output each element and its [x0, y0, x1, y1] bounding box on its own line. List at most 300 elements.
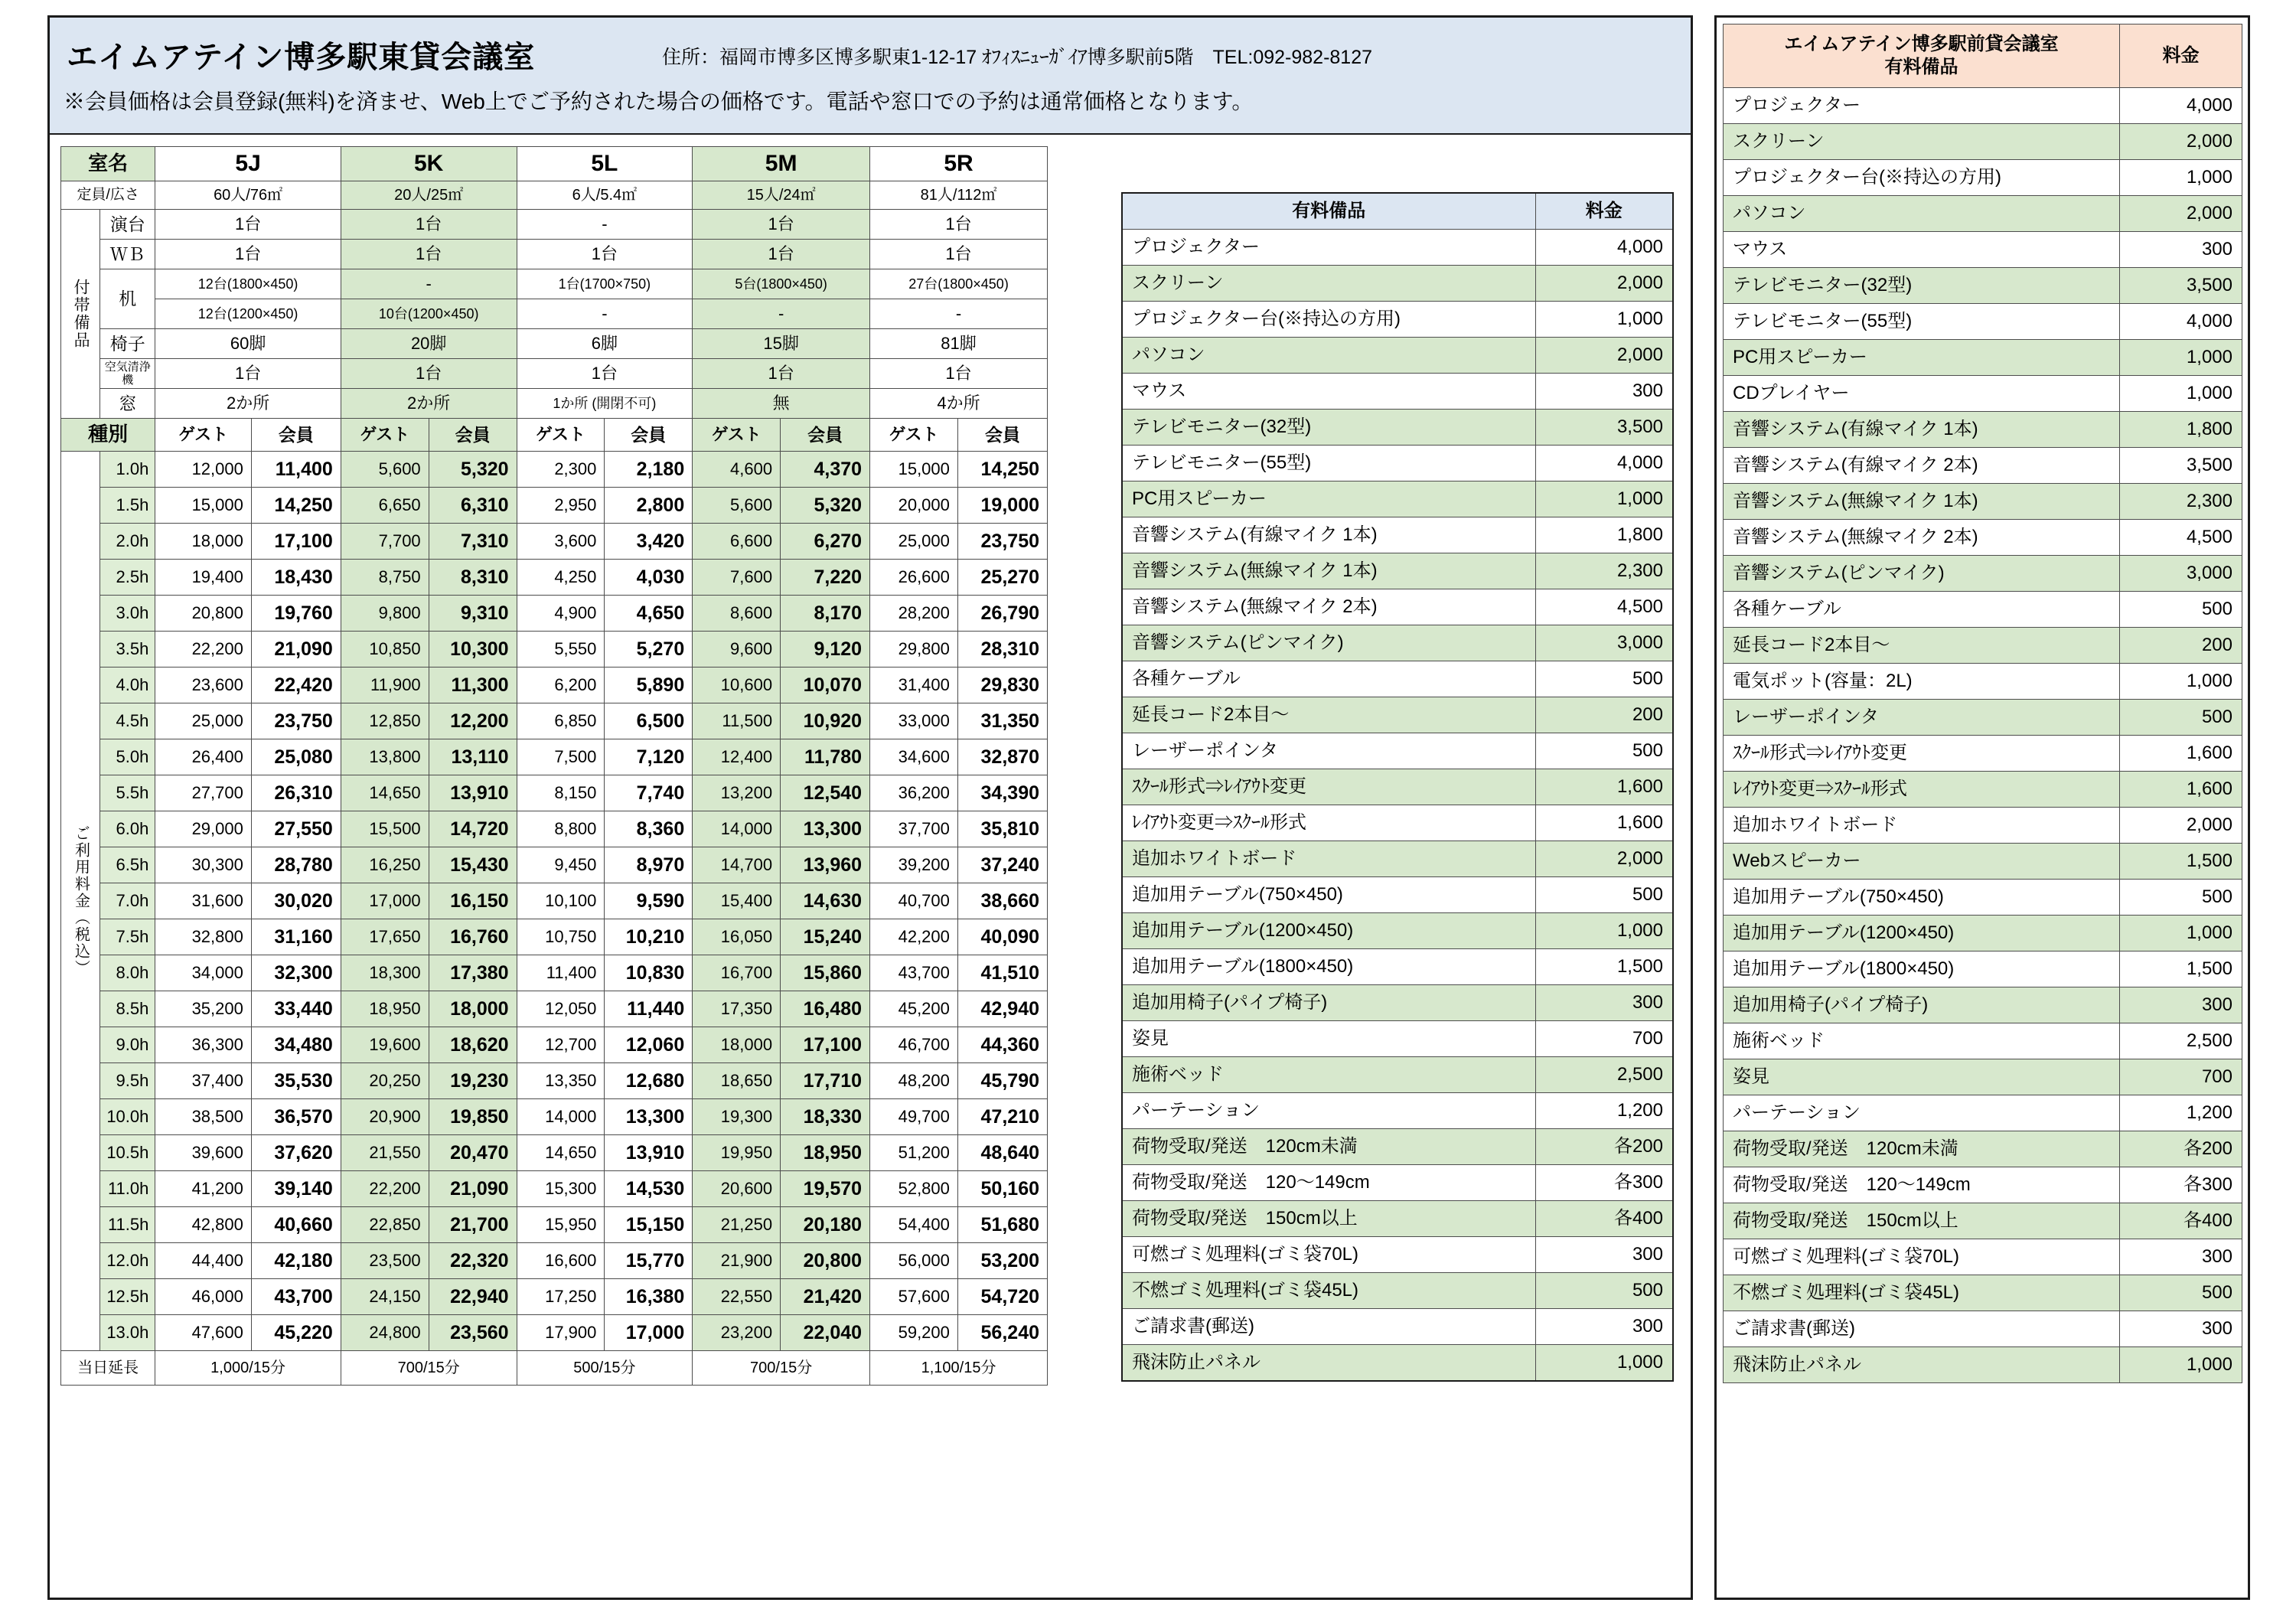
price-row-1.5h — [61, 488, 1048, 524]
member-price-5M-12.0h: 20,800 — [781, 1243, 870, 1279]
side-equipment-row — [1724, 232, 2242, 268]
guest-price-5L-13.0h: 17,900 — [517, 1315, 605, 1351]
equipment-price: 2,000 — [1535, 841, 1673, 877]
side-equipment-name: ｽｸｰﾙ形式⇒ﾚｲｱｳﾄ変更 — [1724, 736, 2120, 772]
member-price-5R-9.5h: 45,790 — [957, 1063, 1047, 1099]
side-equipment-price: 4,500 — [2120, 520, 2242, 556]
equipment-row — [1122, 302, 1673, 338]
equipment-price: 2,500 — [1535, 1057, 1673, 1093]
equipment-price: 500 — [1535, 877, 1673, 913]
capacity-5J: 60人/76㎡ — [155, 181, 341, 210]
side-equipment-price: 4,000 — [2120, 88, 2242, 124]
guest-price-5J-5.5h: 27,700 — [155, 775, 251, 811]
equipment-name: スクリーン — [1122, 266, 1535, 302]
guest-price-5L-7.5h: 10,750 — [517, 919, 605, 955]
side-equipment-price: 4,000 — [2120, 304, 2242, 340]
equipment-name: 飛沫防止パネル — [1122, 1345, 1535, 1382]
guest-price-5K-7.5h: 17,650 — [341, 919, 429, 955]
equip-1-5M: 1台 — [693, 240, 870, 269]
side-equipment-price: 3,500 — [2120, 268, 2242, 304]
member-price-5K-7.5h: 16,760 — [429, 919, 517, 955]
equipment-price: 300 — [1535, 374, 1673, 410]
side-equipment-name: 音響システム(有線マイク 1本) — [1724, 412, 2120, 448]
side-equipment-price: 300 — [2120, 1311, 2242, 1347]
guest-price-5R-7.0h: 40,700 — [870, 883, 958, 919]
equip-row-2 — [61, 269, 1048, 299]
guest-price-5K-11.0h: 22,200 — [341, 1171, 429, 1207]
member-price-5R-12.0h: 53,200 — [957, 1243, 1047, 1279]
hour-label-1.5h: 1.5h — [100, 488, 155, 524]
capacity-row — [61, 181, 1048, 210]
member-price-5R-8.5h: 42,940 — [957, 991, 1047, 1027]
equipment-name: テレビモニター(55型) — [1122, 446, 1535, 481]
equip-row-4 — [61, 329, 1048, 359]
member-price-5R-4.5h: 31,350 — [957, 703, 1047, 739]
equipment-name: 追加ホワイトボード — [1122, 841, 1535, 877]
member-price-5J-4.5h: 23,750 — [251, 703, 341, 739]
member-price-5J-12.5h: 43,700 — [251, 1279, 341, 1315]
extension-5J: 1,000/15分 — [155, 1351, 341, 1386]
equip-4-5M: 15脚 — [693, 329, 870, 359]
member-price-5R-13.0h: 56,240 — [957, 1315, 1047, 1351]
member-price-5J-8.0h: 32,300 — [251, 955, 341, 991]
equipment-row — [1122, 338, 1673, 374]
side-equipment-name: スクリーン — [1724, 124, 2120, 160]
member-price-5L-11.0h: 14,530 — [605, 1171, 693, 1207]
equipment-name: テレビモニター(32型) — [1122, 410, 1535, 446]
guest-price-5M-8.5h: 17,350 — [693, 991, 781, 1027]
side-equipment-row — [1724, 304, 2242, 340]
side-equipment-row — [1724, 412, 2242, 448]
hour-label-2.5h: 2.5h — [100, 560, 155, 596]
guest-price-5M-11.0h: 20,600 — [693, 1171, 781, 1207]
member-price-5K-6.5h: 15,430 — [429, 847, 517, 883]
hour-label-13.0h: 13.0h — [100, 1315, 155, 1351]
member-price-5L-3.0h: 4,650 — [605, 596, 693, 632]
price-row-11.0h — [61, 1171, 1048, 1207]
hour-label-5.5h: 5.5h — [100, 775, 155, 811]
equipment-row — [1122, 625, 1673, 661]
equipment-name: 姿見 — [1122, 1021, 1535, 1057]
equip-5-5K: 1台 — [341, 359, 517, 389]
member-price-5J-11.5h: 40,660 — [251, 1207, 341, 1243]
hour-label-8.5h: 8.5h — [100, 991, 155, 1027]
member-price-5K-11.0h: 21,090 — [429, 1171, 517, 1207]
equipment-row — [1122, 1093, 1673, 1129]
equipment-row — [1122, 410, 1673, 446]
guest-price-5R-5.5h: 36,200 — [870, 775, 958, 811]
guest-price-5R-10.5h: 51,200 — [870, 1135, 958, 1171]
equipment-name: 音響システム(ピンマイク) — [1122, 625, 1535, 661]
equipment-name: 荷物受取/発送 150cm以上 — [1122, 1201, 1535, 1237]
side-equipment-row — [1724, 1275, 2242, 1311]
side-equipment-row — [1724, 592, 2242, 628]
equipment-col-name: 有料備品 — [1122, 193, 1535, 230]
equip-1-5L: 1台 — [517, 240, 693, 269]
guest-price-5J-11.5h: 42,800 — [155, 1207, 251, 1243]
side-equipment-row — [1724, 1095, 2242, 1131]
member-price-5K-3.5h: 10,300 — [429, 632, 517, 668]
hour-label-12.0h: 12.0h — [100, 1243, 155, 1279]
guest-price-5K-11.5h: 22,850 — [341, 1207, 429, 1243]
guest-price-5R-12.5h: 57,600 — [870, 1279, 958, 1315]
member-price-5R-9.0h: 44,360 — [957, 1027, 1047, 1063]
member-price-5L-1.0h: 2,180 — [605, 452, 693, 488]
equip-0-5R: 1台 — [870, 210, 1048, 240]
side-equipment-row — [1724, 196, 2242, 232]
equipment-row — [1122, 553, 1673, 589]
guest-price-5J-7.0h: 31,600 — [155, 883, 251, 919]
side-equipment-name: Webスピーカー — [1724, 844, 2120, 880]
guest-price-5K-1.5h: 6,650 — [341, 488, 429, 524]
guest-price-5K-8.0h: 18,300 — [341, 955, 429, 991]
member-price-5J-12.0h: 42,180 — [251, 1243, 341, 1279]
member-price-5K-2.5h: 8,310 — [429, 560, 517, 596]
equipment-price: 200 — [1535, 697, 1673, 733]
side-equipment-row — [1724, 628, 2242, 664]
col-guest-5K: ゲスト — [341, 419, 429, 452]
guest-price-5K-2.5h: 8,750 — [341, 560, 429, 596]
guest-price-5J-10.0h: 38,500 — [155, 1099, 251, 1135]
equipment-header-row — [1122, 193, 1673, 230]
capacity-5K: 20人/25㎡ — [341, 181, 517, 210]
side-equipment-price: 1,500 — [2120, 844, 2242, 880]
member-price-5K-1.5h: 6,310 — [429, 488, 517, 524]
side-equipment-row — [1724, 484, 2242, 520]
guest-price-5M-7.0h: 15,400 — [693, 883, 781, 919]
member-price-5M-2.0h: 6,270 — [781, 524, 870, 560]
side-equipment-name: 荷物受取/発送 120cm未満 — [1724, 1131, 2120, 1167]
side-equipment-name: 追加用テーブル(1200×450) — [1724, 916, 2120, 951]
member-price-5K-10.0h: 19,850 — [429, 1099, 517, 1135]
equipment-price: 4,000 — [1535, 446, 1673, 481]
equipment-name: ｽｸｰﾙ形式⇒ﾚｲｱｳﾄ変更 — [1122, 769, 1535, 805]
price-row-11.5h — [61, 1207, 1048, 1243]
equip-5-5L: 1台 — [517, 359, 693, 389]
hour-label-12.5h: 12.5h — [100, 1279, 155, 1315]
price-row-1.0h — [61, 452, 1048, 488]
guest-price-5J-2.5h: 19,400 — [155, 560, 251, 596]
member-price-5J-10.5h: 37,620 — [251, 1135, 341, 1171]
guest-price-5K-1.0h: 5,600 — [341, 452, 429, 488]
member-price-5M-5.0h: 11,780 — [781, 739, 870, 775]
col-member-5J: 会員 — [251, 419, 341, 452]
member-price-5K-8.5h: 18,000 — [429, 991, 517, 1027]
price-row-3.5h — [61, 632, 1048, 668]
side-equipment-price: 各400 — [2120, 1203, 2242, 1239]
member-price-5K-4.5h: 12,200 — [429, 703, 517, 739]
guest-price-5K-5.5h: 14,650 — [341, 775, 429, 811]
member-price-5R-12.5h: 54,720 — [957, 1279, 1047, 1315]
member-price-5L-1.5h: 2,800 — [605, 488, 693, 524]
member-price-5J-10.0h: 36,570 — [251, 1099, 341, 1135]
guest-price-5L-12.5h: 17,250 — [517, 1279, 605, 1315]
side-equipment-name: プロジェクター台(※持込の方用) — [1724, 160, 2120, 196]
member-price-5M-11.5h: 20,180 — [781, 1207, 870, 1243]
guest-price-5R-3.0h: 28,200 — [870, 596, 958, 632]
member-price-5L-12.0h: 15,770 — [605, 1243, 693, 1279]
side-equipment-price: 1,500 — [2120, 951, 2242, 987]
guest-price-5R-1.0h: 15,000 — [870, 452, 958, 488]
side-equipment-price: 1,000 — [2120, 1347, 2242, 1383]
member-price-5J-4.0h: 22,420 — [251, 668, 341, 703]
equip-5-5M: 1台 — [693, 359, 870, 389]
guest-price-5L-1.0h: 2,300 — [517, 452, 605, 488]
equipment-row — [1122, 446, 1673, 481]
col-member-5R: 会員 — [957, 419, 1047, 452]
member-price-5K-9.0h: 18,620 — [429, 1027, 517, 1063]
side-panel-title — [1724, 24, 2120, 88]
hour-label-10.0h: 10.0h — [100, 1099, 155, 1135]
equipment-row — [1122, 1237, 1673, 1273]
equipment-name: 不燃ゴミ処理料(ゴミ袋45L) — [1122, 1273, 1535, 1309]
equipment-row — [1122, 949, 1673, 985]
member-price-5M-4.5h: 10,920 — [781, 703, 870, 739]
side-equipment-row — [1724, 987, 2242, 1023]
equipment-name: ﾚｲｱｳﾄ変更⇒ｽｸｰﾙ形式 — [1122, 805, 1535, 841]
guest-price-5M-4.0h: 10,600 — [693, 668, 781, 703]
member-price-5J-13.0h: 45,220 — [251, 1315, 341, 1351]
member-price-5K-10.5h: 20,470 — [429, 1135, 517, 1171]
equip-row-5 — [61, 359, 1048, 389]
guest-price-5J-9.0h: 36,300 — [155, 1027, 251, 1063]
equipment-price: 300 — [1535, 1237, 1673, 1273]
side-equipment-name: 追加用テーブル(1800×450) — [1724, 951, 2120, 987]
guest-price-5K-7.0h: 17,000 — [341, 883, 429, 919]
member-price-5R-3.0h: 26,790 — [957, 596, 1047, 632]
room-name-row — [61, 147, 1048, 181]
guest-price-5J-9.5h: 37,400 — [155, 1063, 251, 1099]
price-row-2.5h — [61, 560, 1048, 596]
member-price-5M-5.5h: 12,540 — [781, 775, 870, 811]
member-price-5J-2.5h: 18,430 — [251, 560, 341, 596]
member-price-5R-6.5h: 37,240 — [957, 847, 1047, 883]
side-equipment-price: 3,000 — [2120, 556, 2242, 592]
side-equipment-name: 不燃ゴミ処理料(ゴミ袋45L) — [1724, 1275, 2120, 1311]
equipment-price: 3,000 — [1535, 625, 1673, 661]
guest-price-5M-10.5h: 19,950 — [693, 1135, 781, 1171]
member-price-5K-5.5h: 13,910 — [429, 775, 517, 811]
equipment-price: 1,800 — [1535, 517, 1673, 553]
room-name-5M: 5M — [693, 147, 870, 181]
member-price-5L-2.0h: 3,420 — [605, 524, 693, 560]
member-price-5M-3.5h: 9,120 — [781, 632, 870, 668]
guest-price-5R-9.5h: 48,200 — [870, 1063, 958, 1099]
side-equipment-name: 音響システム(有線マイク 2本) — [1724, 448, 2120, 484]
equipment-name: 可燃ゴミ処理料(ゴミ袋70L) — [1122, 1237, 1535, 1273]
price-row-12.0h — [61, 1243, 1048, 1279]
member-price-5L-10.0h: 13,300 — [605, 1099, 693, 1135]
side-equipment-row — [1724, 808, 2242, 844]
guest-price-5M-11.5h: 21,250 — [693, 1207, 781, 1243]
member-price-5R-4.0h: 29,830 — [957, 668, 1047, 703]
guest-price-5R-10.0h: 49,700 — [870, 1099, 958, 1135]
side-equipment-price: 1,200 — [2120, 1095, 2242, 1131]
hour-label-4.0h: 4.0h — [100, 668, 155, 703]
equipment-row — [1122, 805, 1673, 841]
guest-price-5R-12.0h: 56,000 — [870, 1243, 958, 1279]
equip-name-机: 机 — [100, 269, 155, 329]
guest-price-5K-9.5h: 20,250 — [341, 1063, 429, 1099]
guest-price-5L-11.5h: 15,950 — [517, 1207, 605, 1243]
guest-price-5K-10.0h: 20,900 — [341, 1099, 429, 1135]
main-panel — [47, 15, 1693, 1600]
member-price-5M-7.0h: 14,630 — [781, 883, 870, 919]
guest-price-5L-5.5h: 8,150 — [517, 775, 605, 811]
room-name-label: 室名 — [61, 147, 155, 181]
guest-price-5M-5.0h: 12,400 — [693, 739, 781, 775]
side-equipment-row — [1724, 268, 2242, 304]
side-equipment-row — [1724, 844, 2242, 880]
equipment-row — [1122, 985, 1673, 1021]
side-equipment-row — [1724, 736, 2242, 772]
member-price-5K-1.0h: 5,320 — [429, 452, 517, 488]
side-equipment-price: 2,000 — [2120, 808, 2242, 844]
price-row-7.5h — [61, 919, 1048, 955]
member-price-5M-3.0h: 8,170 — [781, 596, 870, 632]
side-equipment-name: ﾚｲｱｳﾄ変更⇒ｽｸｰﾙ形式 — [1724, 772, 2120, 808]
side-equipment-price: 500 — [2120, 700, 2242, 736]
guest-price-5J-4.5h: 25,000 — [155, 703, 251, 739]
member-price-5M-2.5h: 7,220 — [781, 560, 870, 596]
equip-4-5J: 60脚 — [155, 329, 341, 359]
equipment-price: 1,000 — [1535, 302, 1673, 338]
member-price-5J-2.0h: 17,100 — [251, 524, 341, 560]
guest-price-5L-5.0h: 7,500 — [517, 739, 605, 775]
guest-price-5R-4.0h: 31,400 — [870, 668, 958, 703]
member-price-5L-8.0h: 10,830 — [605, 955, 693, 991]
member-price-5R-7.0h: 38,660 — [957, 883, 1047, 919]
side-equipment-name: 追加ホワイトボード — [1724, 808, 2120, 844]
extension-5R: 1,100/15分 — [870, 1351, 1048, 1386]
side-equipment-name: 荷物受取/発送 120～149cm — [1724, 1167, 2120, 1203]
equipment-row — [1122, 733, 1673, 769]
member-price-5M-1.0h: 4,370 — [781, 452, 870, 488]
side-equipment-price: 2,000 — [2120, 124, 2242, 160]
equip-1-5R: 1台 — [870, 240, 1048, 269]
member-price-5L-7.0h: 9,590 — [605, 883, 693, 919]
hour-label-6.5h: 6.5h — [100, 847, 155, 883]
capacity-5R: 81人/112㎡ — [870, 181, 1048, 210]
price-row-10.0h — [61, 1099, 1048, 1135]
member-price-5M-6.5h: 13,960 — [781, 847, 870, 883]
guest-price-5R-3.5h: 29,800 — [870, 632, 958, 668]
price-row-10.5h — [61, 1135, 1048, 1171]
member-price-5K-4.0h: 11,300 — [429, 668, 517, 703]
guest-price-5J-10.5h: 39,600 — [155, 1135, 251, 1171]
side-equipment-price: 1,600 — [2120, 772, 2242, 808]
equipment-row — [1122, 697, 1673, 733]
price-row-9.0h — [61, 1027, 1048, 1063]
guest-price-5M-3.0h: 8,600 — [693, 596, 781, 632]
price-row-13.0h — [61, 1315, 1048, 1351]
member-price-5R-8.0h: 41,510 — [957, 955, 1047, 991]
member-price-5K-11.5h: 21,700 — [429, 1207, 517, 1243]
member-price-5R-5.5h: 34,390 — [957, 775, 1047, 811]
guest-price-5L-3.5h: 5,550 — [517, 632, 605, 668]
side-equipment-name: マウス — [1724, 232, 2120, 268]
equipment-price: 1,600 — [1535, 769, 1673, 805]
guest-price-5L-11.0h: 15,300 — [517, 1171, 605, 1207]
side-equipment-name: 追加用椅子(パイプ椅子) — [1724, 987, 2120, 1023]
member-price-5J-11.0h: 39,140 — [251, 1171, 341, 1207]
member-price-5R-2.5h: 25,270 — [957, 560, 1047, 596]
guest-price-5R-5.0h: 34,600 — [870, 739, 958, 775]
hour-label-10.5h: 10.5h — [100, 1135, 155, 1171]
side-equipment-price: 2,500 — [2120, 1023, 2242, 1059]
guest-price-5J-6.0h: 29,000 — [155, 811, 251, 847]
guest-price-5L-12.0h: 16,600 — [517, 1243, 605, 1279]
member-price-5K-9.5h: 19,230 — [429, 1063, 517, 1099]
member-price-5J-5.5h: 26,310 — [251, 775, 341, 811]
guest-price-5M-8.0h: 16,700 — [693, 955, 781, 991]
side-panel-title-line1: エイムアテイン博多駅前貸会議室 — [1784, 34, 2059, 54]
equipment-price: 1,000 — [1535, 481, 1673, 517]
guest-price-5K-4.0h: 11,900 — [341, 668, 429, 703]
member-price-5L-7.5h: 10,210 — [605, 919, 693, 955]
room-name-5J: 5J — [155, 147, 341, 181]
guest-price-5J-5.0h: 26,400 — [155, 739, 251, 775]
equip-6-5M: 無 — [693, 389, 870, 419]
guest-price-5R-8.5h: 45,200 — [870, 991, 958, 1027]
equipment-row — [1122, 1021, 1673, 1057]
side-equipment-row — [1724, 916, 2242, 951]
member-price-5R-6.0h: 35,810 — [957, 811, 1047, 847]
price-row-4.5h — [61, 703, 1048, 739]
guest-price-5J-12.5h: 46,000 — [155, 1279, 251, 1315]
member-price-5M-8.5h: 16,480 — [781, 991, 870, 1027]
guest-price-5R-8.0h: 43,700 — [870, 955, 958, 991]
equipment-price: 1,000 — [1535, 913, 1673, 949]
price-row-3.0h — [61, 596, 1048, 632]
equipment-row — [1122, 266, 1673, 302]
side-equipment-name: テレビモニター(32型) — [1724, 268, 2120, 304]
member-price-5K-3.0h: 9,310 — [429, 596, 517, 632]
guest-price-5R-2.5h: 26,600 — [870, 560, 958, 596]
equipment-price: 2,000 — [1535, 266, 1673, 302]
side-equipment-name: CDプレイヤー — [1724, 376, 2120, 412]
equip-name-窓: 窓 — [100, 389, 155, 419]
member-price-5J-6.5h: 28,780 — [251, 847, 341, 883]
equip-2-5K: - — [341, 269, 517, 299]
extension-row — [61, 1351, 1048, 1386]
equip-0-5J: 1台 — [155, 210, 341, 240]
equipment-price: 1,200 — [1535, 1093, 1673, 1129]
side-equipment-price: 1,800 — [2120, 412, 2242, 448]
guest-price-5L-4.5h: 6,850 — [517, 703, 605, 739]
guest-price-5M-1.5h: 5,600 — [693, 488, 781, 524]
equipment-name: 音響システム(無線マイク 1本) — [1122, 553, 1535, 589]
equipment-row — [1122, 517, 1673, 553]
side-equipment-price: 2,000 — [2120, 196, 2242, 232]
equip-row-0 — [61, 210, 1048, 240]
side-equipment-name: 追加用テーブル(750×450) — [1724, 880, 2120, 916]
guest-price-5L-2.0h: 3,600 — [517, 524, 605, 560]
equip-0-5L: - — [517, 210, 693, 240]
side-equipment-price: 1,000 — [2120, 916, 2242, 951]
price-row-2.0h — [61, 524, 1048, 560]
side-equipment-row — [1724, 376, 2242, 412]
guest-price-5L-10.0h: 14,000 — [517, 1099, 605, 1135]
price-row-7.0h — [61, 883, 1048, 919]
member-price-5J-3.0h: 19,760 — [251, 596, 341, 632]
side-equipment-name: パーテーション — [1724, 1095, 2120, 1131]
side-equipment-price: 200 — [2120, 628, 2242, 664]
equipment-name: プロジェクター台(※持込の方用) — [1122, 302, 1535, 338]
guest-price-5R-1.5h: 20,000 — [870, 488, 958, 524]
member-price-5M-8.0h: 15,860 — [781, 955, 870, 991]
side-equipment-price: 1,600 — [2120, 736, 2242, 772]
